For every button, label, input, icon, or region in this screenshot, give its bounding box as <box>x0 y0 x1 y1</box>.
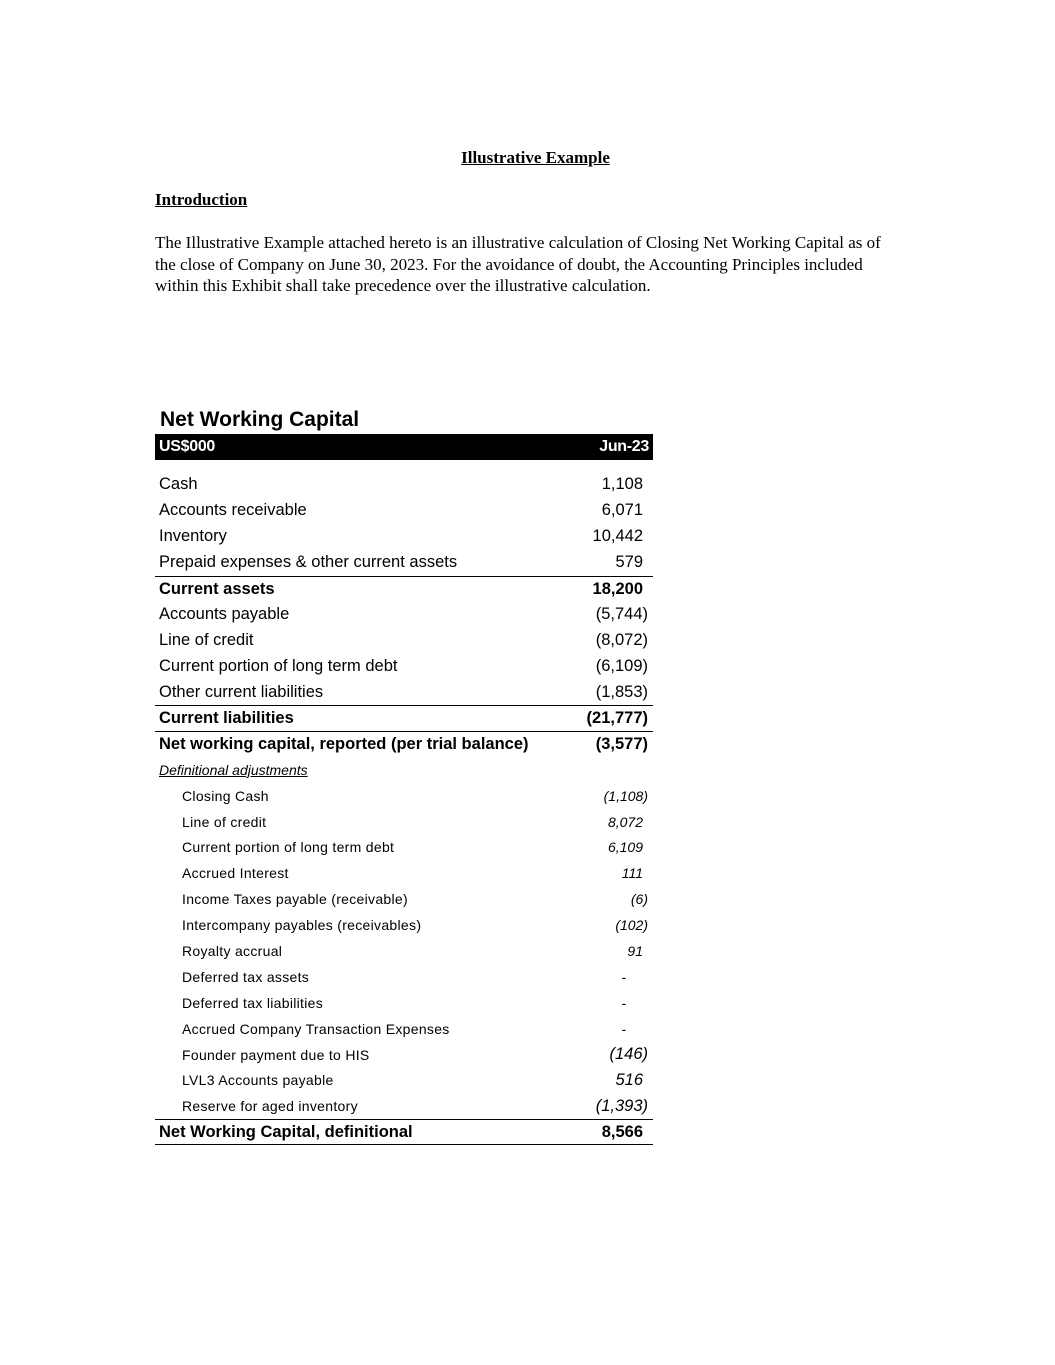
introduction-heading: Introduction <box>155 190 248 209</box>
current-assets-total-row <box>155 576 653 602</box>
row-value: (3,577) <box>595 734 648 753</box>
table-row <box>155 498 653 524</box>
row-value: 8,072 <box>607 813 643 830</box>
adjustment-row <box>155 1042 653 1068</box>
row-label: Closing Cash <box>182 787 269 804</box>
row-label: Accrued Company Transaction Expenses <box>182 1020 450 1037</box>
row-value: - <box>621 994 626 1011</box>
row-label: LVL3 Accounts payable <box>182 1072 334 1089</box>
row-value: 6,071 <box>601 501 643 520</box>
table-row <box>155 653 653 679</box>
adjustment-row <box>155 938 653 964</box>
table-title: Net Working Capital <box>160 408 360 431</box>
currency-unit-header: US$000 <box>159 438 216 455</box>
current-liabilities-total-row <box>155 705 653 731</box>
table-row <box>155 601 653 627</box>
row-label: Accrued Interest <box>182 865 289 882</box>
nwc-definitional-total-row <box>155 1119 653 1145</box>
adjustment-row <box>155 886 653 912</box>
row-label: Royalty accrual <box>182 942 283 959</box>
row-value: 516 <box>615 1070 643 1089</box>
row-label: Accounts payable <box>159 604 290 623</box>
row-label: Income Taxes payable (receivable) <box>182 891 408 908</box>
introduction-paragraph: The Illustrative Example attached hereto is an illustrative calculation of Closing Net Working Capital as of the close of Company on June 30, 2023. For the avoidance of doubt, the Accounting Principles included within this Exhibit shall take precedence over the illustrative calculation. <box>155 233 881 295</box>
row-label: Deferred tax assets <box>182 968 310 985</box>
row-label: Line of credit <box>182 813 267 830</box>
document-title: Illustrative Example <box>461 148 610 167</box>
table-row <box>155 472 653 498</box>
row-value: 6,109 <box>607 839 643 856</box>
row-label: Current portion of long term debt <box>159 656 398 675</box>
row-value: (21,777) <box>586 708 648 727</box>
row-value: 111 <box>621 865 643 882</box>
table-row <box>155 679 653 705</box>
row-value: 579 <box>615 553 643 572</box>
row-label: Inventory <box>159 527 227 546</box>
adjustment-row <box>155 834 653 860</box>
row-label: Intercompany payables (receivables) <box>182 917 422 934</box>
row-label: Current assets <box>159 579 275 598</box>
table-row <box>155 524 653 550</box>
row-value: (146) <box>609 1045 648 1064</box>
row-value: 8,566 <box>601 1122 643 1141</box>
adjustment-row <box>155 990 653 1016</box>
row-value: (1,108) <box>603 787 648 804</box>
adjustment-row <box>155 1067 653 1093</box>
row-label: Net working capital, reported (per trial balance) <box>159 734 529 753</box>
row-value: (6) <box>630 891 648 908</box>
row-value: (1,853) <box>595 682 648 701</box>
row-label: Prepaid expenses & other current assets <box>159 553 458 572</box>
table-row <box>155 627 653 653</box>
row-label: Reserve for aged inventory <box>182 1098 358 1115</box>
row-value: (102) <box>615 917 648 934</box>
period-header: Jun-23 <box>599 438 649 455</box>
table-row <box>155 550 653 576</box>
adjustment-row <box>155 1093 653 1119</box>
row-label: Current portion of long term debt <box>182 839 395 856</box>
row-value: 91 <box>627 942 643 959</box>
row-label: Definitional adjustments <box>159 761 308 778</box>
row-value: 10,442 <box>592 527 643 546</box>
row-value: (8,072) <box>595 630 648 649</box>
row-label: Deferred tax liabilities <box>182 994 324 1011</box>
row-label: Current liabilities <box>159 708 294 727</box>
adjustment-row <box>155 1016 653 1042</box>
row-value: 18,200 <box>592 579 643 598</box>
row-value: - <box>621 968 626 985</box>
net-working-capital-table <box>155 406 653 1145</box>
adjustment-row <box>155 964 653 990</box>
adjustment-row <box>155 783 653 809</box>
row-label: Founder payment due to HIS <box>182 1046 370 1063</box>
row-value: - <box>621 1020 626 1037</box>
row-value: (5,744) <box>595 604 648 623</box>
row-value: 1,108 <box>601 475 643 494</box>
row-label: Net Working Capital, definitional <box>159 1122 413 1141</box>
row-value: (6,109) <box>595 656 648 675</box>
adjustment-row <box>155 860 653 886</box>
row-label: Other current liabilities <box>159 682 324 701</box>
table-header <box>155 434 653 460</box>
row-label: Cash <box>159 475 198 494</box>
definitional-adjustments-heading <box>155 757 653 783</box>
row-label: Accounts receivable <box>159 501 307 520</box>
adjustment-row <box>155 809 653 835</box>
row-label: Line of credit <box>159 630 254 649</box>
adjustment-row <box>155 912 653 938</box>
nwc-reported-row <box>155 731 653 757</box>
row-value: (1,393) <box>595 1096 648 1115</box>
